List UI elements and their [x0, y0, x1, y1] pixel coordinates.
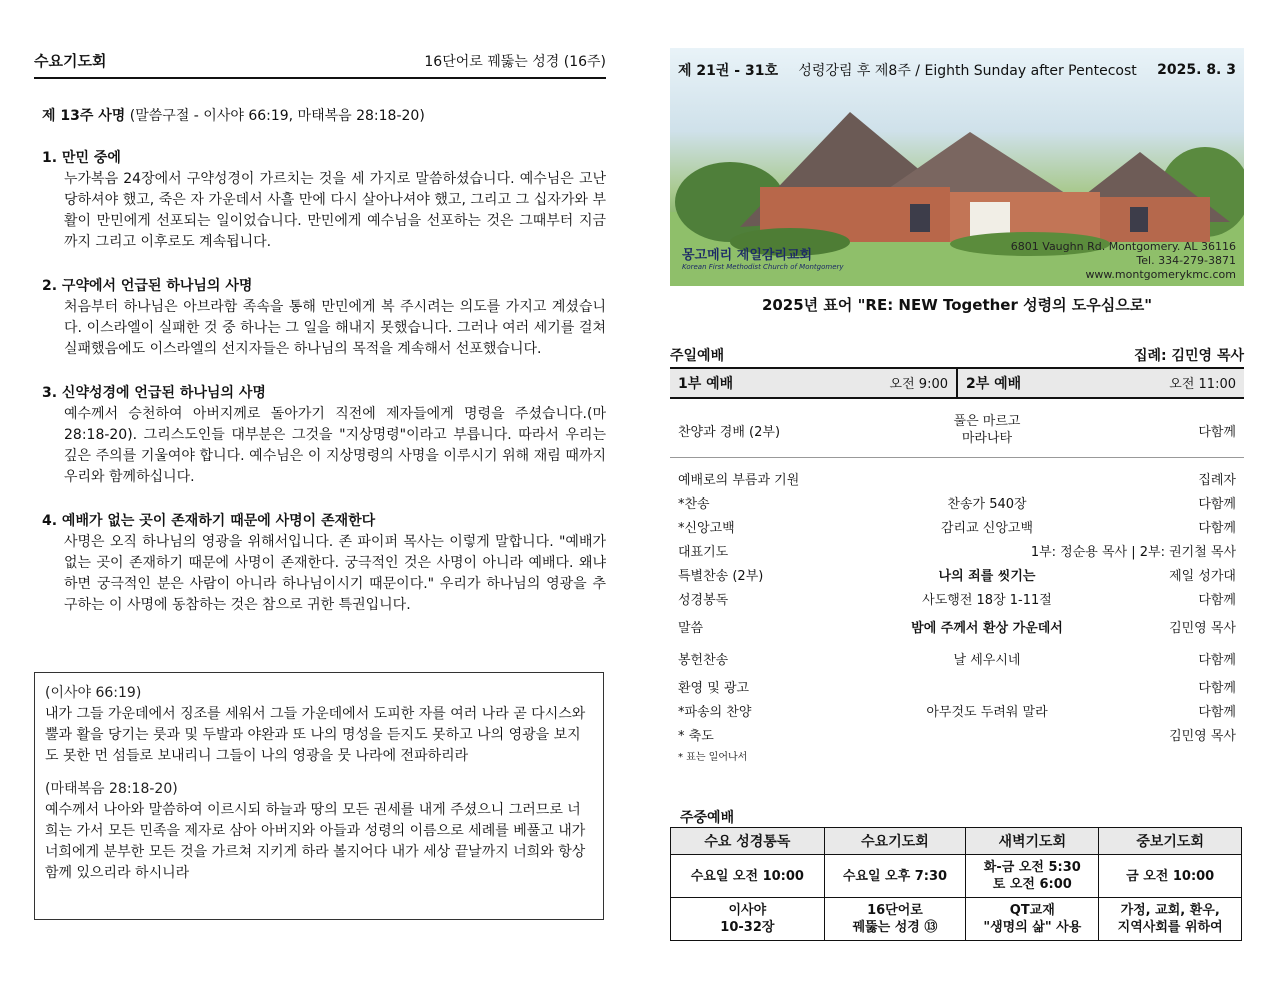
order-row	[670, 586, 1244, 610]
order-row	[670, 562, 1244, 586]
section-1	[34, 147, 606, 253]
left-header-subtitle: 16단어로 꿰뚫는 성경 (16주)	[424, 54, 606, 70]
weekday-time: 금 오전 10:00	[1099, 855, 1242, 898]
service1-time: 오전 9:00	[889, 377, 948, 392]
weekday-header: 수요 성경통독	[671, 828, 825, 855]
weekday-time: 수요일 오후 7:30	[824, 855, 966, 898]
section-body: 사명은 오직 하나님의 영광을 위해서입니다. 존 파이퍼 목사는 이렇게 말합니다. "예배가 없는 곳이 존재하기 때문에 사명이 존재한다. 궁극적인 것은 사명이 아니라 예배다. 왜냐하면 궁극적인 분은 사람이 아니라 하나님이시기 때문이다." 우리가 하나님의 영광을 추구하는 이 사명에 동참하는 것은 참으로 귀한 특권입니다.	[64, 534, 606, 613]
service2-name: 2부 예배	[966, 376, 1022, 392]
scripture-text-isaiah: 내가 그들 가운데에서 징조를 세워서 그들 가운데에서 도피한 자를 여러 나라 곧 다시스와 뿔과 활을 당기는 룻과 및 두발과 야완과 또 나의 명성을 듣지도 못하고 나의 영광을 보지도 못한 먼 섬들로 보내리니 그들이 나의 영광을 뭇 나라에 전파하리라	[45, 706, 586, 764]
order-leader: 다함께	[1198, 704, 1236, 720]
weekday-table	[670, 827, 1242, 941]
order-leader: 다함께	[1198, 652, 1236, 668]
weekday-note: QT교재 "생명의 삶" 사용	[966, 898, 1099, 941]
order-leader: 김민영 목사	[1169, 728, 1236, 744]
worship-title: 주일예배	[670, 348, 725, 364]
order-leader: 집례자	[1198, 472, 1236, 488]
section-body: 예수께서 승천하여 아버지께로 돌아가기 직전에 제자들에게 명령을 주셨습니다.(마28:18-20). 그리스도인들 대부분은 그것을 "지상명령"이라고 부릅니다. 따라서 우리는 깊은 주의를 기울여야 합니다. 예수님은 이 지상명령의 사명을 이루시기 위해 재림 때까지 우리와 함께하십니다.	[64, 406, 606, 485]
weekday-note: 16단어로 꿰뚫는 성경 ⑬	[824, 898, 966, 941]
weekday-time: 수요일 오전 10:00	[671, 855, 825, 898]
order-content: 찬송가 540장	[947, 496, 1027, 512]
church-name-korean: 몽고메리 제일감리교회	[682, 248, 813, 263]
order-content: 나의 죄를 씻기는	[938, 568, 1036, 584]
banner-header	[670, 48, 1244, 92]
weekday-title: 주중예배	[680, 810, 735, 826]
weekday-note: 가정, 교회, 환우, 지역사회를 위하여	[1099, 898, 1242, 941]
scripture-ref-matthew: (마태복음 28:18-20)	[45, 781, 178, 797]
order-item: *찬송	[678, 496, 710, 512]
volume-number: 제 21권 - 31호	[678, 63, 778, 79]
weekday-note: 이사야 10-32장	[671, 898, 825, 941]
order-content: 풀은 마르고 마라나타	[953, 414, 1021, 446]
sermon-title: 밤에 주께서 환상 가운데서	[911, 620, 1063, 636]
order-content: 감리교 신앙고백	[940, 520, 1034, 536]
worship-header	[670, 345, 1244, 369]
order-content: 아무것도 두려워 말라	[926, 704, 1048, 720]
weekday-header: 중보기도회	[1099, 828, 1242, 855]
order-row	[670, 514, 1244, 538]
order-leader: 제일 성가대	[1169, 568, 1236, 584]
section-2	[34, 275, 606, 360]
bulletin-date: 2025. 8. 3	[1157, 62, 1236, 78]
order-leader: 김민영 목사	[1169, 620, 1236, 636]
order-content: 날 세우시네	[953, 652, 1021, 668]
section-body: 누가복음 24장에서 구약성경이 가르치는 것을 세 가지로 말씀하셨습니다. 예수님은 고난당하셔야 했고, 죽은 자 가운데서 사흘 만에 다시 살아나셔야 했고, 그리고 그 십자가와 부활이 만민에게 선포되는 일이었습니다. 만민에게 예수님을 선포하는 것은 그때부터 지금까지 그리고 이후로도 계속됩니다.	[64, 171, 606, 250]
standing-note: * 표는 일어나서	[678, 752, 748, 763]
church-name-english: Korean First Methodist Church of Montgomery	[682, 263, 844, 271]
scripture-ref-isaiah: (이사야 66:19)	[45, 685, 142, 701]
section-title: 4. 예배가 없는 곳이 존재하기 때문에 사명이 존재한다	[42, 513, 376, 529]
week-label: 제 13주 사명	[42, 108, 126, 124]
order-content: 사도행전 18장 1-11절	[922, 592, 1052, 608]
order-item: *파송의 찬양	[678, 704, 752, 720]
church-phone: Tel. 334-279-3871	[1136, 254, 1236, 267]
weekday-time: 화-금 오전 5:30 토 오전 6:00	[966, 855, 1099, 898]
section-4	[34, 510, 606, 616]
weekday-header-row	[671, 828, 1242, 855]
order-row	[670, 722, 1244, 746]
order-leader: 다함께	[1198, 680, 1236, 696]
section-title: 1. 만민 중에	[42, 150, 121, 166]
section-title: 2. 구약에서 언급된 하나님의 사명	[42, 278, 253, 294]
order-row	[670, 399, 1244, 458]
week-heading	[34, 105, 606, 125]
scripture-text-matthew: 예수께서 나아와 말씀하여 이르시되 하늘과 땅의 모든 권세를 내게 주셨으니 그러므로 너희는 가서 모든 민족을 제자로 삼아 아버지와 아들과 성령의 이름으로 세례를 베풀고 내가 너희에게 분부한 모든 것을 가르쳐 지키게 하라 볼지어다 내가 세상 끝날까지 너희와 항상 함께 있으리라 하시니라	[45, 802, 586, 881]
order-item: 대표기도	[678, 544, 729, 560]
order-leader: 다함께	[1198, 496, 1236, 512]
order-leader: 다함께	[1198, 424, 1236, 440]
section-title: 3. 신약성경에 언급된 하나님의 사명	[42, 385, 266, 401]
service2-time: 오전 11:00	[1169, 377, 1236, 392]
bulletin-banner	[670, 48, 1244, 286]
sunday-worship	[670, 345, 1244, 763]
left-header-title: 수요기도회	[34, 52, 107, 70]
order-row	[670, 466, 1244, 490]
order-item: 봉헌찬송	[678, 652, 729, 668]
order-item: *신앙고백	[678, 520, 735, 536]
week-verses: (말씀구절 - 이사야 66:19, 마태복음 28:18-20)	[129, 108, 425, 124]
church-website: www.montgomerykmc.com	[1085, 268, 1236, 281]
section-body: 처음부터 하나님은 아브라함 족속을 통해 만민에게 복 주시려는 의도를 가지고 계셨습니다. 이스라엘이 실패한 것 중 하나는 그 일을 해내지 못했습니다. 그러나 여러 세기를 걸쳐 실패했음에도 이스라엘의 선지자들은 하나님의 목적을 계속해서 선포했습니다.	[64, 299, 606, 357]
weekday-note-row	[671, 898, 1242, 941]
order-row	[670, 698, 1244, 722]
order-leader: 다함께	[1198, 592, 1236, 608]
section-3	[34, 382, 606, 488]
order-item: 말씀	[678, 620, 704, 636]
order-item: 특별찬송 (2부)	[678, 568, 764, 584]
weekday-header: 새벽기도회	[966, 828, 1099, 855]
weekday-time-row	[671, 855, 1242, 898]
order-of-worship	[670, 399, 1244, 763]
left-page	[34, 50, 606, 616]
church-address: 6801 Vaughn Rd. Montgomery. AL 36116	[1010, 240, 1236, 253]
service-times	[670, 369, 1244, 399]
order-row	[670, 610, 1244, 642]
church-contact	[1011, 240, 1236, 282]
order-item: 찬양과 경배 (2부)	[678, 424, 781, 440]
order-row	[670, 538, 1244, 562]
order-item: * 축도	[678, 728, 714, 744]
order-row	[670, 674, 1244, 698]
service1-name: 1부 예배	[678, 376, 734, 392]
right-page	[670, 48, 1244, 941]
officiant: 집례: 김민영 목사	[1133, 348, 1244, 364]
weekday-services	[670, 807, 1244, 941]
order-item: 예배로의 부름과 기원	[678, 472, 800, 488]
yearly-motto: 2025년 표어 "RE: NEW Together 성령의 도우심으로"	[761, 296, 1153, 314]
order-row	[670, 642, 1244, 674]
church-logo	[682, 244, 844, 271]
order-leader: 1부: 정순용 목사 | 2부: 권기철 목사	[1030, 544, 1236, 560]
liturgical-season: 성령강림 후 제8주 / Eighth Sunday after Pentecost	[798, 63, 1137, 79]
left-header	[34, 50, 606, 79]
order-leader: 다함께	[1198, 520, 1236, 536]
scripture-box	[34, 672, 604, 920]
order-row	[670, 490, 1244, 514]
order-item: 환영 및 광고	[678, 680, 750, 696]
order-item: 성경봉독	[678, 592, 729, 608]
weekday-header: 수요기도회	[824, 828, 966, 855]
